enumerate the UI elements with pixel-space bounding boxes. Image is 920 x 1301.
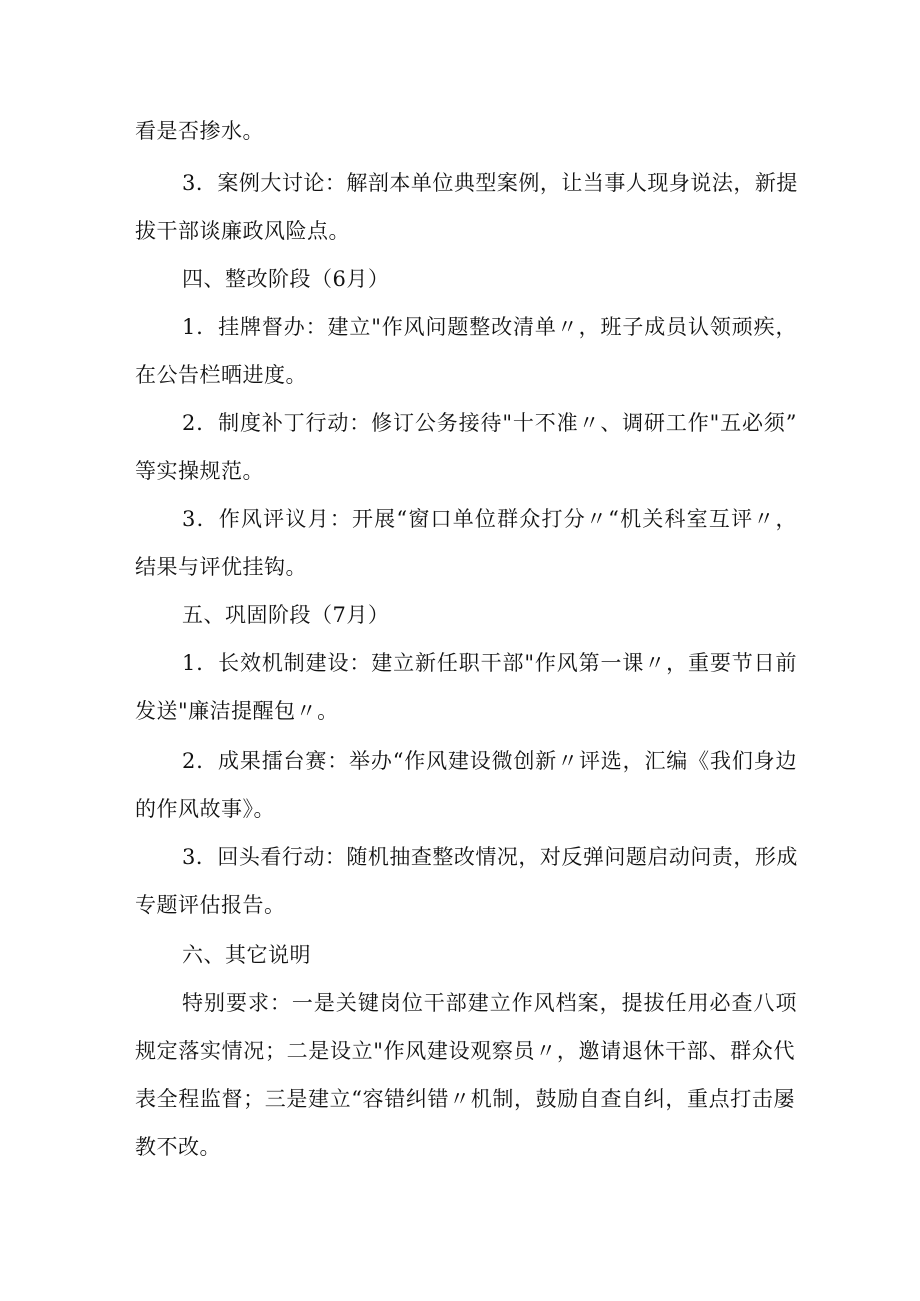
section-heading: 四、整改阶段（6月）	[182, 267, 390, 291]
text-line: 3．回头看行动：随机抽查整改情况，对反弹问题启动问责，形成	[182, 845, 798, 869]
text-line: 1．挂牌督办：建立"作风问题整改清单〃，班子成员认领顽疾，	[182, 315, 797, 339]
text-line: 专题评估报告。	[135, 893, 286, 917]
text-line: 教不改。	[135, 1135, 221, 1159]
text-line: 3．作风评议月：开展“窗口单位群众打分〃“机关科室互评〃，	[182, 507, 797, 531]
text-line: 看是否掺水。	[135, 119, 264, 143]
text-line: 特别要求：一是关键岗位干部建立作风档案，提拔任用必查八项	[182, 991, 797, 1015]
text-line: 2．成果擂台赛：举办“作风建设微创新〃评选，汇编《我们身边	[182, 749, 797, 773]
text-line: 3．案例大讨论：解剖本单位典型案例，让当事人现身说法，新提	[182, 171, 798, 195]
text-line: 的作风故事》。	[135, 797, 275, 821]
text-line: 结果与评优挂钩。	[135, 555, 307, 579]
section-heading: 六、其它说明	[182, 943, 311, 967]
text-line: 表全程监督；三是建立“容错纠错〃机制，鼓励自查自纠，重点打击屡	[135, 1087, 795, 1111]
text-line: 发送"廉洁提醒包〃。	[135, 699, 339, 723]
text-line: 1．长效机制建设：建立新任职干部"作风第一课〃，重要节日前	[182, 651, 797, 675]
text-line: 规定落实情况；二是设立"作风建设观察员〃，邀请退休干部、群众代	[135, 1039, 795, 1063]
text-line: 在公告栏晒进度。	[135, 363, 307, 387]
text-line: 拔干部谈廉政风险点。	[135, 219, 350, 243]
section-heading: 五、巩固阶段（7月）	[182, 603, 390, 627]
text-line: 2．制度补丁行动：修订公务接待"十不准〃、调研工作"五必须”	[182, 411, 797, 435]
text-line: 等实操规范。	[135, 459, 264, 483]
